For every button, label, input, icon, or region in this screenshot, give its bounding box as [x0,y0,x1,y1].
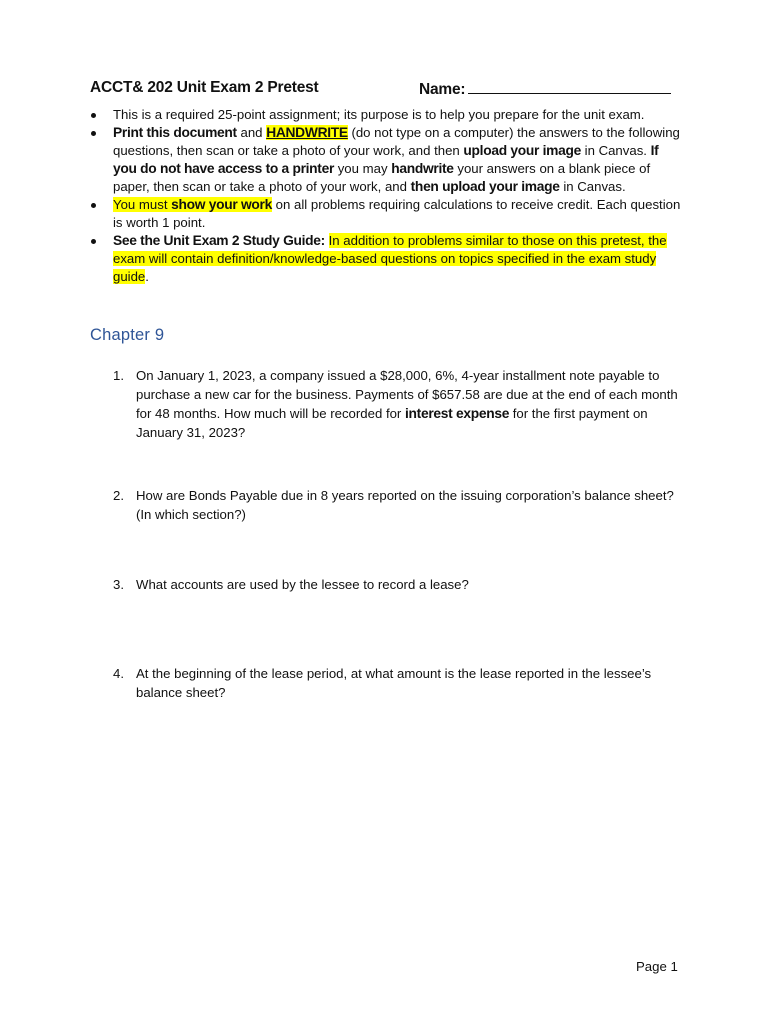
instruction-highlight-text: show your work [171,197,272,212]
instruction-text: in Canvas. [559,179,626,194]
instruction-item [90,196,682,232]
instruction-bold-text: See the Unit Exam 2 Study Guide: [113,233,325,248]
instruction-highlight-text: HANDWRITE [266,125,348,140]
instructions-list [90,106,682,286]
document-header [90,79,680,97]
bullet-dot-icon [91,239,96,244]
question-item [90,664,682,724]
question-number: 4. [113,666,124,681]
question-text: How are Bonds Payable due in 8 years reported on the issuing corporation’s balance sheet? (In which section?) [136,488,674,522]
instruction-bold-text: handwrite [391,161,454,176]
instruction-text: . [145,269,149,284]
question-bold-text: interest expense [405,406,510,421]
instruction-text: your answers on a blank piece of paper, then scan or take a photo of your work, and [113,161,651,194]
question-text: What accounts are used by the lessee to record a lease? [136,577,469,592]
instruction-text: you may [334,161,392,176]
name-field [419,79,671,99]
question-number: 3. [113,577,124,592]
name-label: Name: [419,81,466,98]
question-text: At the beginning of the lease period, at what amount is the lease reported in the lessee’s balance sheet? [136,666,652,700]
bullet-dot-icon [91,203,96,208]
question-list [90,366,682,724]
page-number: Page 1 [636,959,678,974]
instruction-text: in Canvas. [580,143,651,158]
question-item [90,486,682,575]
instruction-item [90,124,682,196]
chapter-heading: Chapter 9 [90,326,165,344]
instruction-bold-text: then upload your image [410,179,560,194]
question-text: On January 1, 2023, a company issued a $28,000, 6%, 4-year installment note payable to purchase a new car for the business. Payments of $657.58 are due at the end of each month for 48 months. How much will be recorded for [136,368,678,421]
bullet-dot-icon [91,131,96,136]
instruction-text: on all problems requiring calculations to receive credit. Each question is worth 1 point. [113,197,681,230]
instruction-text: This is a required 25-point assignment; its purpose is to help you prepare for the unit exam. [113,107,645,122]
instruction-bold-text: If you do not have access to a printer [113,143,659,176]
question-number: 2. [113,488,124,503]
name-blank-line [468,79,671,94]
instruction-item [90,106,682,124]
instruction-text: and [236,125,267,140]
instruction-bold-text: Print this document [113,125,237,140]
question-item [90,575,682,664]
question-item [90,366,682,486]
instruction-highlight-text: In addition to problems similar to those on this pretest, the exam will contain definition/knowledge-based questions on topics specified in the exam study guide [113,233,667,284]
instruction-bold-text: upload your image [463,143,581,158]
question-number: 1. [113,368,124,383]
bullet-dot-icon [91,113,96,118]
instruction-highlight-text: You must [113,197,172,212]
document-title: ACCT& 202 Unit Exam 2 Pretest [90,79,319,96]
instruction-item [90,232,682,286]
question-text: for the first payment on January 31, 2023? [136,406,648,440]
instruction-text: (do not type on a computer) the answers to the following questions, then scan or take a photo of your work, and then [113,125,680,158]
